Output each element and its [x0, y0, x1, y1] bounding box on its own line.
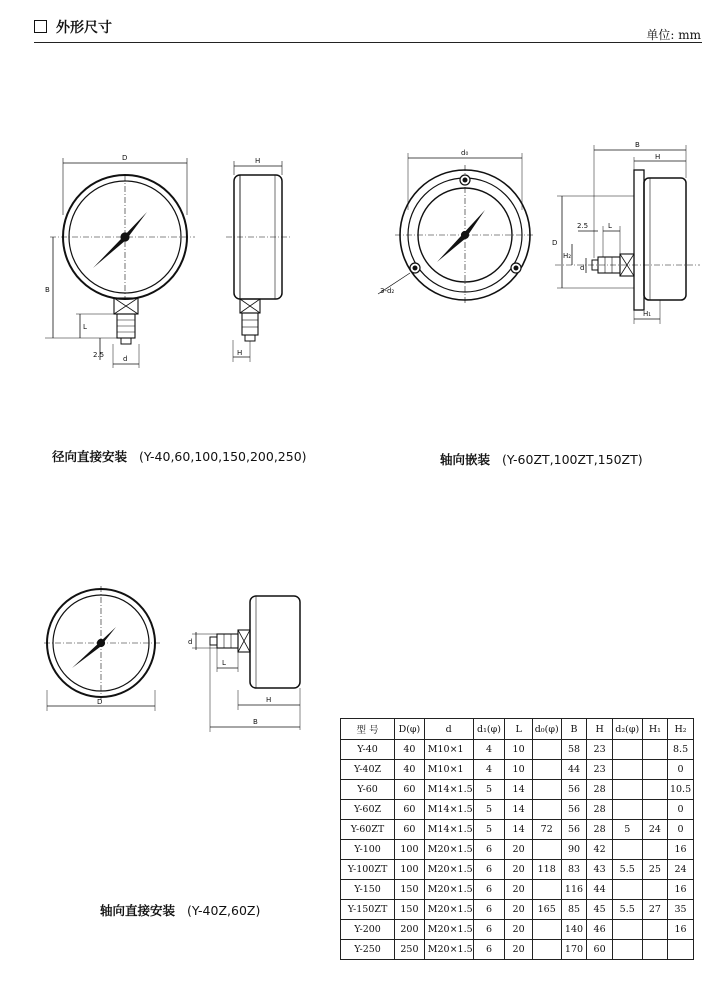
- table-cell: 44: [561, 760, 587, 780]
- table-cell: [642, 840, 667, 860]
- table-cell: 250: [395, 940, 425, 960]
- table-cell: [532, 940, 561, 960]
- table-cell: 24: [668, 860, 694, 880]
- table-cell: Y-60Z: [341, 800, 395, 820]
- table-row: [341, 920, 694, 940]
- column-header: H₁: [642, 719, 667, 740]
- table-cell: 16: [668, 920, 694, 940]
- table-cell: 60: [395, 780, 425, 800]
- label-d: d: [123, 355, 128, 363]
- table-cell: 28: [587, 780, 612, 800]
- label-H: H: [266, 696, 272, 704]
- table-cell: 5: [612, 820, 642, 840]
- table-row: [341, 820, 694, 840]
- table-cell: 60: [395, 800, 425, 820]
- label-B: B: [45, 286, 50, 294]
- table-cell: [612, 780, 642, 800]
- table-cell: 0: [668, 800, 694, 820]
- table-cell: 116: [561, 880, 587, 900]
- column-header: L: [505, 719, 532, 740]
- table-cell: 150: [395, 880, 425, 900]
- table-cell: 24: [642, 820, 667, 840]
- table-cell: 165: [532, 900, 561, 920]
- table-cell: 83: [561, 860, 587, 880]
- table-cell: [612, 940, 642, 960]
- table-row: [341, 780, 694, 800]
- table-cell: 170: [561, 940, 587, 960]
- table-cell: M14×1.5: [424, 820, 473, 840]
- table-cell: 5: [473, 800, 505, 820]
- table-cell: 6: [473, 880, 505, 900]
- table-cell: [532, 880, 561, 900]
- table-cell: 60: [395, 820, 425, 840]
- table-cell: Y-40Z: [341, 760, 395, 780]
- table-cell: M20×1.5: [424, 940, 473, 960]
- table-cell: [532, 800, 561, 820]
- table-cell: 56: [561, 820, 587, 840]
- table-row: [341, 880, 694, 900]
- radial-mount-side-view: [226, 157, 290, 362]
- table-cell: 40: [395, 740, 425, 760]
- table-cell: 5: [473, 820, 505, 840]
- radial-mount-front-view: [45, 154, 195, 368]
- table-cell: Y-150: [341, 880, 395, 900]
- label-d: d: [188, 638, 193, 646]
- table-cell: M20×1.5: [424, 920, 473, 940]
- column-header: 型 号: [341, 719, 395, 740]
- label-d: d: [580, 264, 585, 272]
- table-cell: 90: [561, 840, 587, 860]
- table-row: [341, 900, 694, 920]
- table-cell: 6: [473, 840, 505, 860]
- caption-axial-embedded: 轴向嵌装 (Y-60ZT,100ZT,150ZT): [440, 452, 643, 467]
- table-cell: Y-150ZT: [341, 900, 395, 920]
- label-H: H: [237, 349, 243, 357]
- table-row: [341, 940, 694, 960]
- table-cell: [612, 840, 642, 860]
- table-cell: 14: [505, 780, 532, 800]
- table-cell: M14×1.5: [424, 800, 473, 820]
- label-B: B: [253, 718, 258, 726]
- table-cell: 23: [587, 760, 612, 780]
- label-L: L: [608, 222, 612, 230]
- column-header: d₂(φ): [612, 719, 642, 740]
- table-cell: [532, 760, 561, 780]
- table-cell: 56: [561, 800, 587, 820]
- table-cell: 140: [561, 920, 587, 940]
- table-cell: 56: [561, 780, 587, 800]
- table-cell: 4: [473, 760, 505, 780]
- table-cell: M10×1: [424, 740, 473, 760]
- column-header: d: [424, 719, 473, 740]
- label-B: B: [635, 141, 640, 149]
- column-header: H₂: [668, 719, 694, 740]
- table-cell: 10: [505, 760, 532, 780]
- table-cell: 150: [395, 900, 425, 920]
- table-cell: 0: [668, 820, 694, 840]
- column-header: d₁(φ): [473, 719, 505, 740]
- table-cell: 10: [505, 740, 532, 760]
- label-L: L: [83, 323, 87, 331]
- table-row: [341, 760, 694, 780]
- column-header: D(φ): [395, 719, 425, 740]
- table-cell: 16: [668, 840, 694, 860]
- table-row: [341, 860, 694, 880]
- table-cell: [532, 740, 561, 760]
- column-header: B: [561, 719, 587, 740]
- table-cell: 6: [473, 900, 505, 920]
- table-row: [341, 740, 694, 760]
- table-cell: 20: [505, 900, 532, 920]
- axial-direct-side-view: [188, 596, 300, 732]
- table-cell: 35: [668, 900, 694, 920]
- table-cell: M20×1.5: [424, 840, 473, 860]
- table-cell: 100: [395, 840, 425, 860]
- table-cell: M20×1.5: [424, 880, 473, 900]
- table-cell: 200: [395, 920, 425, 940]
- axial-embedded-front-view: [378, 149, 535, 305]
- table-cell: 28: [587, 820, 612, 840]
- axial-embedded-side-view: [552, 141, 700, 324]
- table-cell: Y-60ZT: [341, 820, 395, 840]
- table-cell: [642, 920, 667, 940]
- table-cell: 16: [668, 880, 694, 900]
- table-cell: 43: [587, 860, 612, 880]
- table-cell: 25: [642, 860, 667, 880]
- caption-radial-mount: 径向直接安装 (Y-40,60,100,150,200,250): [52, 449, 307, 464]
- table-cell: 20: [505, 880, 532, 900]
- table-body: [341, 740, 694, 960]
- table-cell: [532, 840, 561, 860]
- table-cell: 6: [473, 920, 505, 940]
- label-H2: H₂: [563, 252, 572, 260]
- table-cell: 23: [587, 740, 612, 760]
- table-row: [341, 800, 694, 820]
- table-cell: [532, 920, 561, 940]
- table-cell: 40: [395, 760, 425, 780]
- table-cell: 58: [561, 740, 587, 760]
- table-cell: [668, 940, 694, 960]
- label-d0: d₀: [461, 149, 469, 157]
- table-cell: [642, 940, 667, 960]
- table-cell: [642, 760, 667, 780]
- table-cell: M10×1: [424, 760, 473, 780]
- table-cell: 0: [668, 760, 694, 780]
- label-D: D: [122, 154, 128, 162]
- table-cell: 6: [473, 940, 505, 960]
- table-cell: Y-40: [341, 740, 395, 760]
- table-cell: 4: [473, 740, 505, 760]
- table-cell: Y-200: [341, 920, 395, 940]
- label-H: H: [255, 157, 261, 165]
- table-cell: 44: [587, 880, 612, 900]
- table-cell: 46: [587, 920, 612, 940]
- table-cell: 20: [505, 920, 532, 940]
- table-cell: [612, 760, 642, 780]
- label-D: D: [97, 698, 103, 706]
- unit-label: 单位: mm: [646, 28, 701, 42]
- dimension-table: [340, 718, 694, 960]
- table-cell: 8.5: [668, 740, 694, 760]
- table-cell: 20: [505, 840, 532, 860]
- table-cell: 6: [473, 860, 505, 880]
- table-cell: [642, 740, 667, 760]
- table-cell: 85: [561, 900, 587, 920]
- table-cell: [642, 780, 667, 800]
- table-cell: 14: [505, 800, 532, 820]
- table-cell: 27: [642, 900, 667, 920]
- table-cell: [642, 880, 667, 900]
- table-header-row: [341, 719, 694, 740]
- table-cell: [612, 740, 642, 760]
- section-title: 外形尺寸: [56, 20, 112, 36]
- column-header: d₀(φ): [532, 719, 561, 740]
- label-L: L: [222, 659, 226, 667]
- table-cell: 10.5: [668, 780, 694, 800]
- table-cell: Y-250: [341, 940, 395, 960]
- table-cell: [612, 920, 642, 940]
- table-cell: M14×1.5: [424, 780, 473, 800]
- label-D: D: [552, 239, 558, 247]
- label-gap: 2.5: [93, 351, 105, 359]
- column-header: H: [587, 719, 612, 740]
- axial-direct-front-view: [44, 586, 160, 711]
- table-cell: Y-60: [341, 780, 395, 800]
- table-cell: 5: [473, 780, 505, 800]
- caption-axial-direct: 轴向直接安装 (Y-40Z,60Z): [100, 903, 261, 918]
- table-cell: M20×1.5: [424, 860, 473, 880]
- table-cell: 5.5: [612, 900, 642, 920]
- table-cell: Y-100: [341, 840, 395, 860]
- table-cell: [612, 880, 642, 900]
- table-cell: 100: [395, 860, 425, 880]
- label-H1: H₁: [643, 310, 652, 318]
- table-cell: [612, 800, 642, 820]
- table-cell: 45: [587, 900, 612, 920]
- table-cell: 20: [505, 860, 532, 880]
- table-cell: 14: [505, 820, 532, 840]
- label-holes: 3-d₂: [380, 287, 395, 295]
- table-cell: [532, 780, 561, 800]
- table-cell: M20×1.5: [424, 900, 473, 920]
- table-cell: Y-100ZT: [341, 860, 395, 880]
- table-cell: 28: [587, 800, 612, 820]
- table-cell: 60: [587, 940, 612, 960]
- table-row: [341, 840, 694, 860]
- table-cell: 20: [505, 940, 532, 960]
- table-cell: 42: [587, 840, 612, 860]
- label-H: H: [655, 153, 661, 161]
- table-cell: [642, 800, 667, 820]
- label-gap: 2.5: [577, 222, 589, 230]
- table-cell: 72: [532, 820, 561, 840]
- table-cell: 5.5: [612, 860, 642, 880]
- table-cell: 118: [532, 860, 561, 880]
